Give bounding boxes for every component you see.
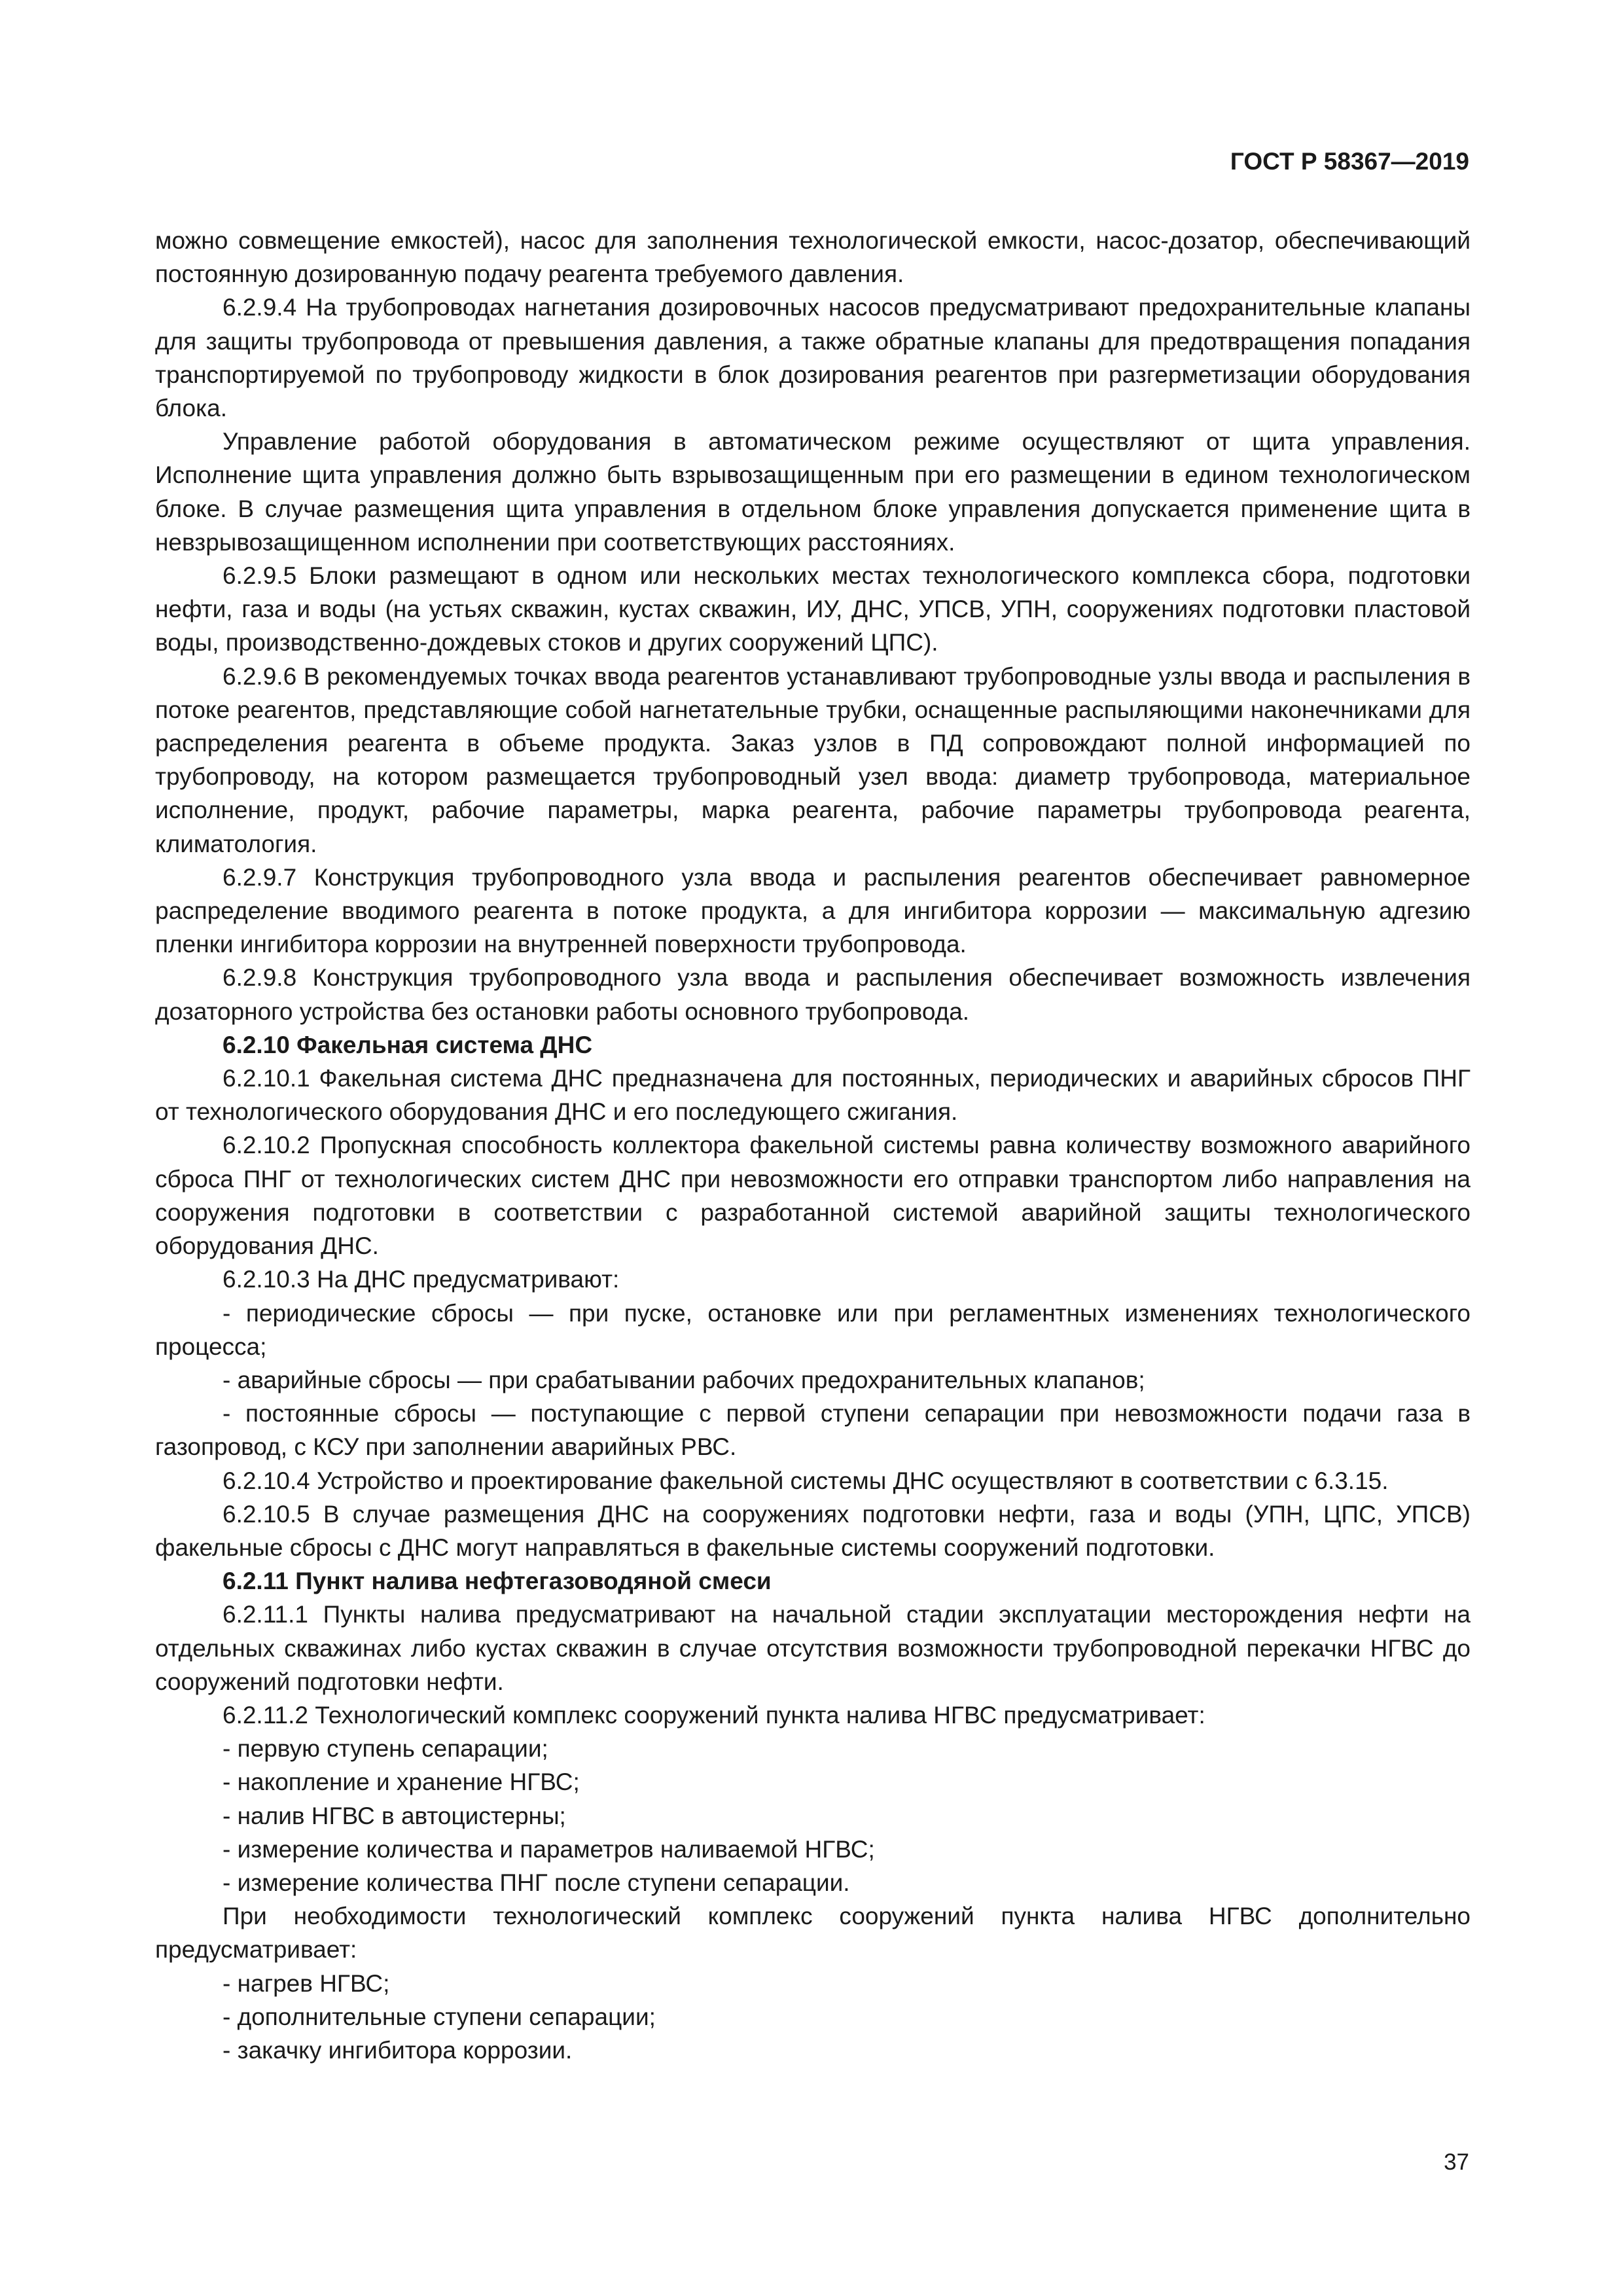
list-item: - нагрев НГВС; — [223, 1969, 390, 1997]
paragraph: 6.2.9.5 Блоки размещают в одном или нескольких местах технологического комплекса сбора, подготовки нефти, газа и воды (на устьях скважин, кустах скважин, ИУ, ДНС, УПСВ, УПН, сооружениях подготовки пластовой воды, производственно-дождевых стоков и других сооружений ЦПС). — [155, 562, 1471, 656]
paragraph: 6.2.9.6 В рекомендуемых точках ввода реагентов устанавливают трубопроводные узлы ввода и распыления в потоке реагентов, представляющие собой нагнетательные трубки, оснащенные распыляющими наконечниками для распределения реагента в объеме продукта. Заказ узлов в ПД сопровождают полной информацией по трубопроводу, на котором размещается трубопроводный узел ввода: диаметр трубопровода, материальное исполнение, продукт, рабочие параметры, марка реагента, рабочие параметры трубопровода реагента, климатология. — [155, 662, 1471, 857]
paragraph: Управление работой оборудования в автоматическом режиме осуществляют от щита управления. Исполнение щита управления должно быть взрывозащищенным при его размещении в едином технологическом блоке. В случае размещения щита управления в отдельном блоке управления допускается применение щита в невзрывозащищенном исполнении при соответствующих расстояниях. — [155, 428, 1471, 556]
list-item: - периодические сбросы — при пуске, остановке или при регламентных изменениях технологического процесса; — [155, 1299, 1471, 1360]
paragraph: 6.2.10.5 В случае размещения ДНС на сооружениях подготовки нефти, газа и воды (УПН, ЦПС, УПСВ) факельные сбросы с ДНС могут направляться в факельные системы сооружений подготовки. — [155, 1500, 1471, 1561]
list-item: - налив НГВС в автоцистерны; — [223, 1802, 566, 1829]
paragraph: При необходимости технологический комплекс сооружений пункта налива НГВС дополнительно предусматривает: — [155, 1903, 1471, 1964]
list-item: - накопление и хранение НГВС; — [223, 1768, 580, 1796]
list-item: - закачку ингибитора коррозии. — [223, 2036, 573, 2064]
list-item: - измерение количества и параметров наливаемой НГВС; — [223, 1835, 875, 1863]
document-body — [155, 224, 1471, 2067]
list-item: - дополнительные ступени сепарации; — [223, 2003, 656, 2030]
paragraph: 6.2.11.1 Пункты налива предусматривают на начальной стадии эксплуатации месторождения нефти на отдельных скважинах либо кустах скважин в случае отсутствия возможности трубопроводной перекачки НГВС до сооружений подготовки нефти. — [155, 1601, 1471, 1695]
section-heading: 6.2.10 Факельная система ДНС — [223, 1031, 593, 1058]
paragraph: 6.2.11.2 Технологический комплекс сооружений пункта налива НГВС предусматривает: — [223, 1701, 1205, 1729]
paragraph: 6.2.10.2 Пропускная способность коллектора факельной системы равна количеству возможного аварийного сброса ПНГ от технологических систем ДНС при невозможности его отправки транспортом либо направления на сооружения подготовки в соответствии с разработанной системой аварийной защиты технологического оборудования ДНС. — [155, 1132, 1471, 1260]
document-header-code: ГОСТ Р 58367—2019 — [1230, 148, 1469, 175]
paragraph-continuation: можно совмещение емкостей), насос для заполнения технологической емкости, насос-дозатор, обеспечивающий постоянную дозированную подачу реагента требуемого давления. — [155, 227, 1471, 288]
paragraph: 6.2.10.1 Факельная система ДНС предназначена для постоянных, периодических и аварийных сбросов ПНГ от технологического оборудования ДНС и его последующего сжигания. — [155, 1065, 1471, 1126]
page-number: 37 — [1444, 2149, 1469, 2175]
list-item: - аварийные сбросы — при срабатывании рабочих предохранительных клапанов; — [223, 1366, 1145, 1393]
paragraph: 6.2.10.4 Устройство и проектирование факельной системы ДНС осуществляют в соответствии с 6.3.15. — [223, 1467, 1389, 1494]
section-heading: 6.2.11 Пункт налива нефтегазоводяной смеси — [223, 1568, 772, 1595]
paragraph: 6.2.9.7 Конструкция трубопроводного узла ввода и распыления реагентов обеспечивает равномерное распределение вводимого реагента в потоке продукта, а для ингибитора коррозии — максимальную адгезию пленки ингибитора коррозии на внутренней поверхности трубопровода. — [155, 863, 1471, 958]
paragraph: 6.2.9.4 На трубопроводах нагнетания дозировочных насосов предусматривают предохранительные клапаны для защиты трубопровода от превышения давления, а также обратные клапаны для предотвращения попадания транспортируемой по трубопроводу жидкости в блок дозирования реагентов при разгерметизации оборудования блока. — [155, 294, 1471, 422]
list-item: - измерение количества ПНГ после ступени сепарации. — [223, 1869, 850, 1896]
paragraph: 6.2.9.8 Конструкция трубопроводного узла ввода и распыления обеспечивает возможность извлечения дозаторного устройства без остановки работы основного трубопровода. — [155, 964, 1471, 1025]
list-item: - постоянные сбросы — поступающие с первой ступени сепарации при невозможности подачи газа в газопровод, с КСУ при заполнении аварийных РВС. — [155, 1400, 1471, 1461]
paragraph: 6.2.10.3 На ДНС предусматривают: — [223, 1266, 620, 1293]
list-item: - первую ступень сепарации; — [223, 1735, 548, 1763]
